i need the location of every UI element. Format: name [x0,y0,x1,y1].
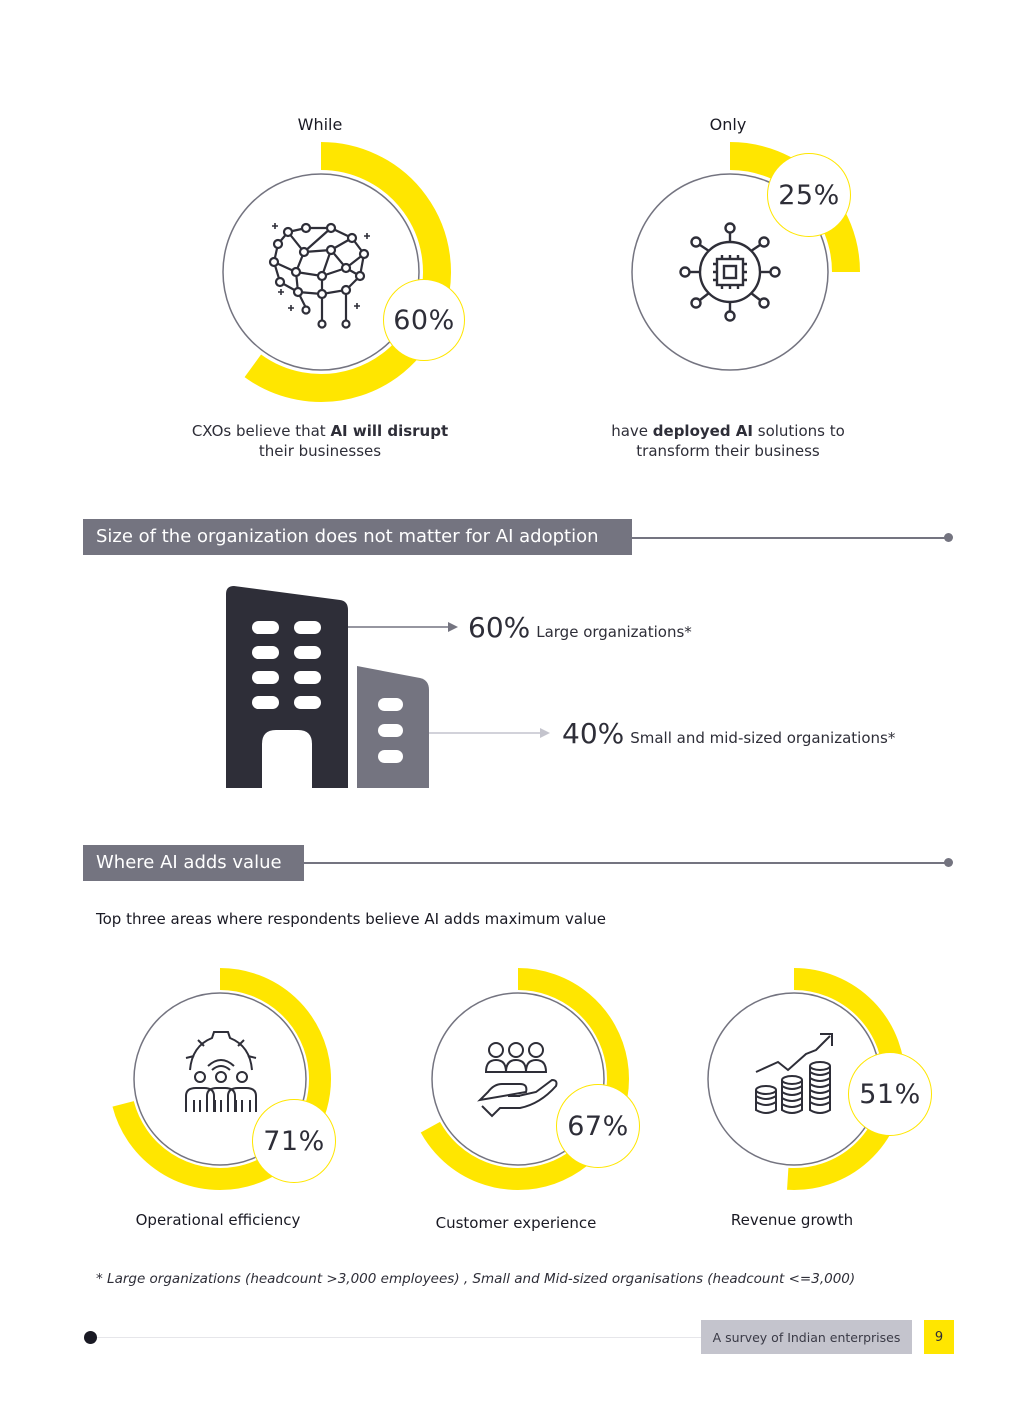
footnote: * Large organizations (headcount >3,000 employees) , Small and Mid-sized organisations (headcount <=3,000) [96,1271,856,1287]
intro-right-caption [578,421,878,461]
value-percent-1: 71% [252,1099,336,1183]
intro-left-percent: 60% [383,279,465,361]
large-arrow-head [448,622,458,632]
page-number: 9 [924,1320,954,1354]
section-size-dot [944,533,953,542]
ai-chip-icon [681,224,780,321]
value-percent-2: 67% [556,1084,640,1168]
section-value-line [304,862,948,864]
while-label: While [297,115,343,134]
caption-text: have [611,422,653,440]
small-org-label: Small and mid-sized organizations* [630,729,896,747]
small-arrow-head [540,728,550,738]
value-label-1: Operational efficiency [135,1211,301,1229]
large-org-label: Large organizations* [536,623,692,641]
only-label: Only [709,115,747,134]
caption-bold: deployed AI [652,422,753,440]
team-gear-icon [186,1032,256,1112]
value-percent-3: 51% [848,1052,932,1136]
office-buildings-icon [0,570,1024,800]
small-org-percent: 40% [562,717,625,750]
caption-text: CXOs believe that [191,422,331,440]
caption-text: their businesses [258,442,382,460]
large-org-stat [468,611,692,644]
section-value-dot [944,858,953,867]
value-label-2: Customer experience [435,1214,597,1232]
caption-text: solutions to [752,422,845,440]
intro-donuts [0,0,1024,480]
ai-brain-icon [270,224,368,328]
footer-line [97,1337,701,1338]
section-value-title: Where AI adds value [83,845,304,881]
value-label-3: Revenue growth [730,1211,854,1229]
small-org-stat [562,717,895,750]
coins-growth-icon [756,1034,832,1113]
intro-left-caption [170,421,470,461]
footer-publication-tag: A survey of Indian enterprises [701,1320,912,1354]
section-value-subtitle: Top three areas where respondents believe AI adds maximum value [96,910,606,928]
hand-people-icon [480,1043,557,1116]
section-size-title: Size of the organization does not matter for AI adoption [83,519,632,555]
section-size-line [632,537,948,539]
large-org-percent: 60% [468,611,531,644]
footer-dot [84,1331,97,1344]
caption-text: transform their business [636,442,820,460]
caption-bold: AI will disrupt [330,422,449,440]
intro-right-percent: 25% [767,153,851,237]
